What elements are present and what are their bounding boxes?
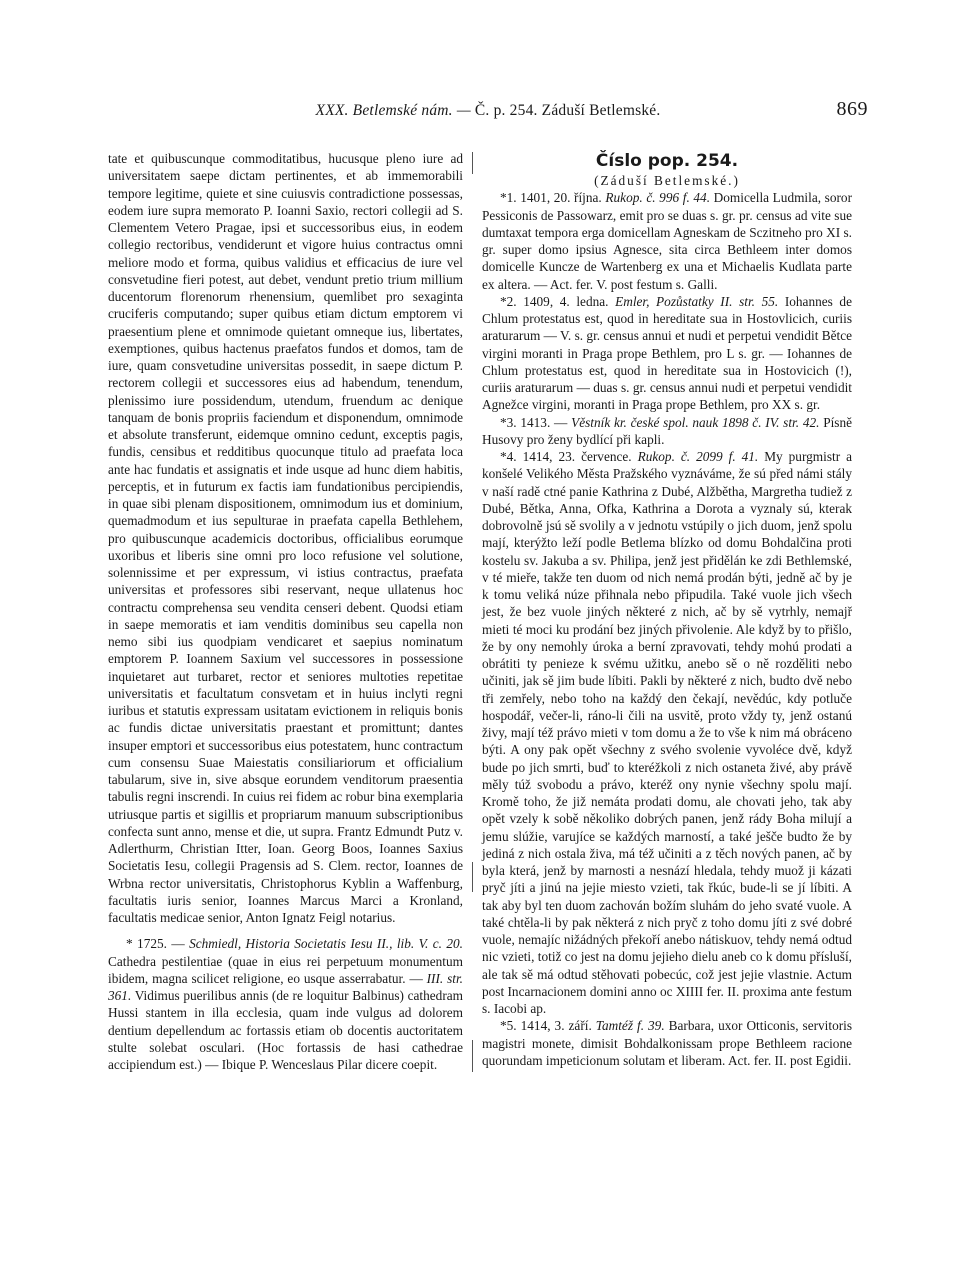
note-1725-citation: Schmiedl, Historia Societatis Iesu II., lib. V. c. 20. (189, 936, 463, 952)
note-1725-text-2: Vidimus puerilibus annis (de re loquitur Balbinus) cathedram Hussi stantem in illa ecclesia, quam inde vulgus ad dolorem dentium depellendum ac fortassis etiam ob docentis auctoritatem stulte solebat osculari. (Hoc fortassis de hasi cathedrae accipiendum est.) — Ibique P. Wenceslaus Pilar dicere coepit. (108, 988, 463, 1072)
entry-2-text: Iohannes de Chlum protestatus est, quod in hereditate sua in Hostovlicich, curiis araturarum — V. s. gr. census annui et nudi et perpetui vendidit Bětce virgini moranti in Praga prope Bethlem, pro L s. gr. — Iohannes de Chlum protestatus est, quod in hereditate sua in Hostovicich (!), curiis araturarum — duas s. gr. census annui nudi et perpetui vendidit Agnežce virgini, moranti in Praga prope Bethlem, pro XX s. gr. (482, 293, 852, 413)
entry-3-text: Písně Husovy pro ženy bydlící při kapli. (482, 414, 853, 447)
right-column (482, 150, 852, 1069)
section-subheading: (Záduší Betlemské.) (594, 173, 740, 188)
page-number: 869 (836, 98, 868, 120)
column-divider-mid (472, 862, 473, 892)
entry-1-citation: Rukop. č. 996 f. 44. (605, 190, 711, 206)
entry-3 (482, 414, 852, 449)
running-title-italic: XXX. Betlemské nám. — (315, 102, 475, 119)
column-divider-top (472, 152, 473, 174)
left-column (108, 150, 463, 1073)
entry-1 (482, 189, 852, 293)
entry-5 (482, 1017, 852, 1069)
entry-4-citation: Rukop. č. 2099 f. 41. (637, 449, 759, 464)
running-title-upright: Č. p. 254. Záduší Betlemské. (474, 102, 661, 119)
note-1725-text: Cathedra pestilentiae (quae in eius rei perpetuum monumentum ibidem, magna scilicet religione, eo usque asserrabatur. — (108, 953, 463, 986)
entry-5-text: Barbara, uxor Otticonis, servitoris magistri monete, dimisit Bohdalkonissam prope Bethleem racione quorundam impeticionum solutam et liberam. Act. fer. II. post Egidii. (482, 1018, 853, 1068)
latin-contract-text: tate et quibuscunque commoditatibus, hucusque pleno iure ad universitatem saepe dictam pertinentes, et ab immemorabili tempore legitime, quiete et sine cuiusvis contradictione possessas, eodem iure supra memorato P. Ioanni Saxio, rectori collegii ad S. Clementem Vetero Pragae, ipsi et successoribus eius, in eodem collegio rectoribus, vendiderunt et vigore huius contractus omni meliore modo et forma, quibus validius et efficacius de iure vel consvetudine fieri potest, aut debet, vendunt pretio trium millium ducentorum florenorum rhenensium, quemlibet pro sexaginta cruciferis computando; super quibus etiam dictum emptorem vi praesentium plene et omnimode quietant omneque ius, libertates, exemptiones, quibus hactenus praefatos fundos et domos, tam de iure, quam consvetudine universitas possedit, in saepe dictum P. rectorem collegii et successores eius ad habendum, tenendum, plenissimo iure possidendum, utendum, fruendum ac denique tanquam de bonis propriis faciendum et disponendum, omnimode et absolute transferunt, eidemque omnino cedunt, exceptis pagis, fundis, censibus et redditibus quocunque titulo ad praefata loca ante hac fundatis et assignatis et inde usque ad hunc diem habitis, perceptis, et in futurum ex factis iam fundationibus percipiendis, in quae sibi plenam dispositionem, omnimodum ius et dominium, quemadmodum et ius sepulturae in praefata capella Bethlehem, pro quibuscunque academicis doctoribus, officialibus eorumque uxoribus et liberis sine omni pro loco refusione vel solutione, solennissime et per expressum, vi istius contractus, praefata universitas et professores sibi reservant, neque ullatenus hoc contractu comprehensa seu vendita censeri debent. Quodsi etiam in saepe memoratis et iam venditis dominibus seu capella non nemo sibi ius quodpiam vendicaret et saepius nominatum emptorem P. Ioannem Saxium vel successores in possessione inquietaret aut turbaret, rector et seniores multoties repetitae universitatis et facultatum consvetam et in huius inclyti regni iuribus et statutis expressam usitatam evictionem in reliquis bonis ac fundis dictae universitatis praestant et promittunt; dantes insuper emptori et successoribus eius potestatem, hunc contractum cum consensu Suae Maiestatis consiliariorum et officialium tabularum, sive in, sive absque eorundem venditorum praesentia tabulis regni inscrendi. In cuius rei fidem ac robur bina exemplaria utriusque partis et sigillis et propriarum manuum subscriptionibus confecta sunt anno, mense et die, ut supra. Frantz Edmundt Putz v. Adlerthurm, Christian Itter, Ioan. Georg Boos, Ioannes Saxius Societatis Iesu, collegii Pragensis ad S. Clem. rector, Ioannes de Wrbna rector universitatis, Christophorus Kyblin a Waffenburg, facultatis iuris senior, Ioannes Marcus Marci a Kronland, facultatis medicae senior, Anton Ignatz Feigl notarius. (108, 151, 463, 925)
entry-4-date: *4. 1414, 23. července. (500, 449, 638, 464)
running-title (108, 102, 868, 120)
entry-1-text: Domicella Ludmila, soror Pessiconis de Passowarz, emit pro se duas s. gr. pr. census ad vite sue dumtaxat tempora erga domicellam Agneskam de Sczitneho pro XI s. gr. super domo ipsius Agnesce, sita circa Bethleem inter domos domicelle Kuncze de Wartenberg ex una et Michaelis Kudlata parte ex altera. — Act. fer. V. post festum s. Galli. (482, 190, 853, 292)
entry-5-date: *5. 1414, 3. září. (500, 1018, 596, 1034)
note-1725-citation-2: III. str. 361. (108, 970, 463, 1003)
entry-3-citation: Věstník kr. české spol. nauk 1898 č. IV. str. 42. (571, 414, 820, 430)
column-divider-bottom (472, 1040, 473, 1072)
entry-2-date: *2. 1409, 4. ledna. (500, 293, 616, 309)
entry-3-date: *3. 1413. — (500, 414, 572, 430)
entry-1-date: *1. 1401, 20. října. (500, 190, 606, 206)
entry-2-citation: Emler, Pozůstatky II. str. 55. (615, 293, 779, 309)
entry-4-text: My purgmistr a konšelé Velikého Města Pražského vyznáváme, že sú před námi stály v naší radě ctné panie Kathrina z Dubé, Alžběthа, Margretha tudiež z Dubé, Bětka, Anna, Ofka, Kathrina a Dorota a vyznaly sú, kterak dobrovolně jsú sě svolily a v jednotu vstúpily o jich duom, jenž spolu mají, kterýžto leží podle Betlema blízko od domu Bohdalčina proti kostelu sv. Jakuba a sv. Philipa, jenž jest přidělán ke zdi Bethlemské, v té mieře, takže ten duom od nich nemá prodán býti, jedně ač by je k tomu veliká núze přihnala nebo připudila. Také vuole jich všech jest, že bez vuole jiných některé z nich, ač by sě vytrhly, nemajř mieti té moci ku prodání bez jiných přivolenie. Ale když by to přišlo, že by ony nemohly úroka a berní zpravovati, tehdy mohú prodati a obrátiti ty peniezе k svému užitku, anebo sě o ně rozděliti nebo učiniti, jak sě jim bude líbiti. Pakli by některé z nich, budto dvě nebo tři zemřely, nebo toho na každý den čekají, nevědúc, kdy potluče hospodář, večer-li, ráno-li čili na usvitě, proto vždy ty, jenž ostanú živy, mají též právo mieti v tom domu a že to vše k nim má obráceno býti. A ony pak opět všechny z svého svolenie vyvolécе dvě, když bude po jich smrti, buď to kteréžkoli z nich ostaneta živé, aby právě měly túž svobodu a právo, kteréž ony nynie všechny spolu mají. Kromě toho, že již nemáta prodati domu, ale chovati jeho, tak aby opět vzely k sobě několiko dobrých panen, jenž rády Boha milují a jemu slúžie, varujíce se každých marností, a také ješče budto že by jediná z nich ostala živa, má též učiniti a z těch nových panen, ač by byla která, jenž by marnosti a nesnází hledala, tehdy muož ji kázati pryč jíti a jinú na jejie miesto vzieti, tak řkúc, bude-li se jí líbiti. A tak aby byl ten duom zachován božím sluhám do jeho svaté vuole. A také chtěla-li by pak některá z nich pryč z toho domu jíti z své dobré vuole, nemajíc nižádných překoří anebo nátiskuov, tehdy nemá odtud nic vzieti, totiž co jest na domu jejieho dielu aneb co k domu přísluší, ale tak sě má odtud stěhovati pobecúc, což jest jejie vlastnie. Actum post Incarnacionem domini anno oc XIIII fer. II. proxima ante festum s. Iacobi ap. (482, 449, 852, 1016)
note-1725-lead: * 1725. — (126, 936, 190, 952)
entry-4 (482, 448, 852, 1017)
entry-5-citation: Tamtéž f. 39. (595, 1018, 665, 1034)
running-header (108, 98, 868, 128)
section-heading: Číslo pop. 254. (595, 151, 739, 171)
note-1725 (108, 935, 463, 1073)
entry-2 (482, 293, 852, 414)
